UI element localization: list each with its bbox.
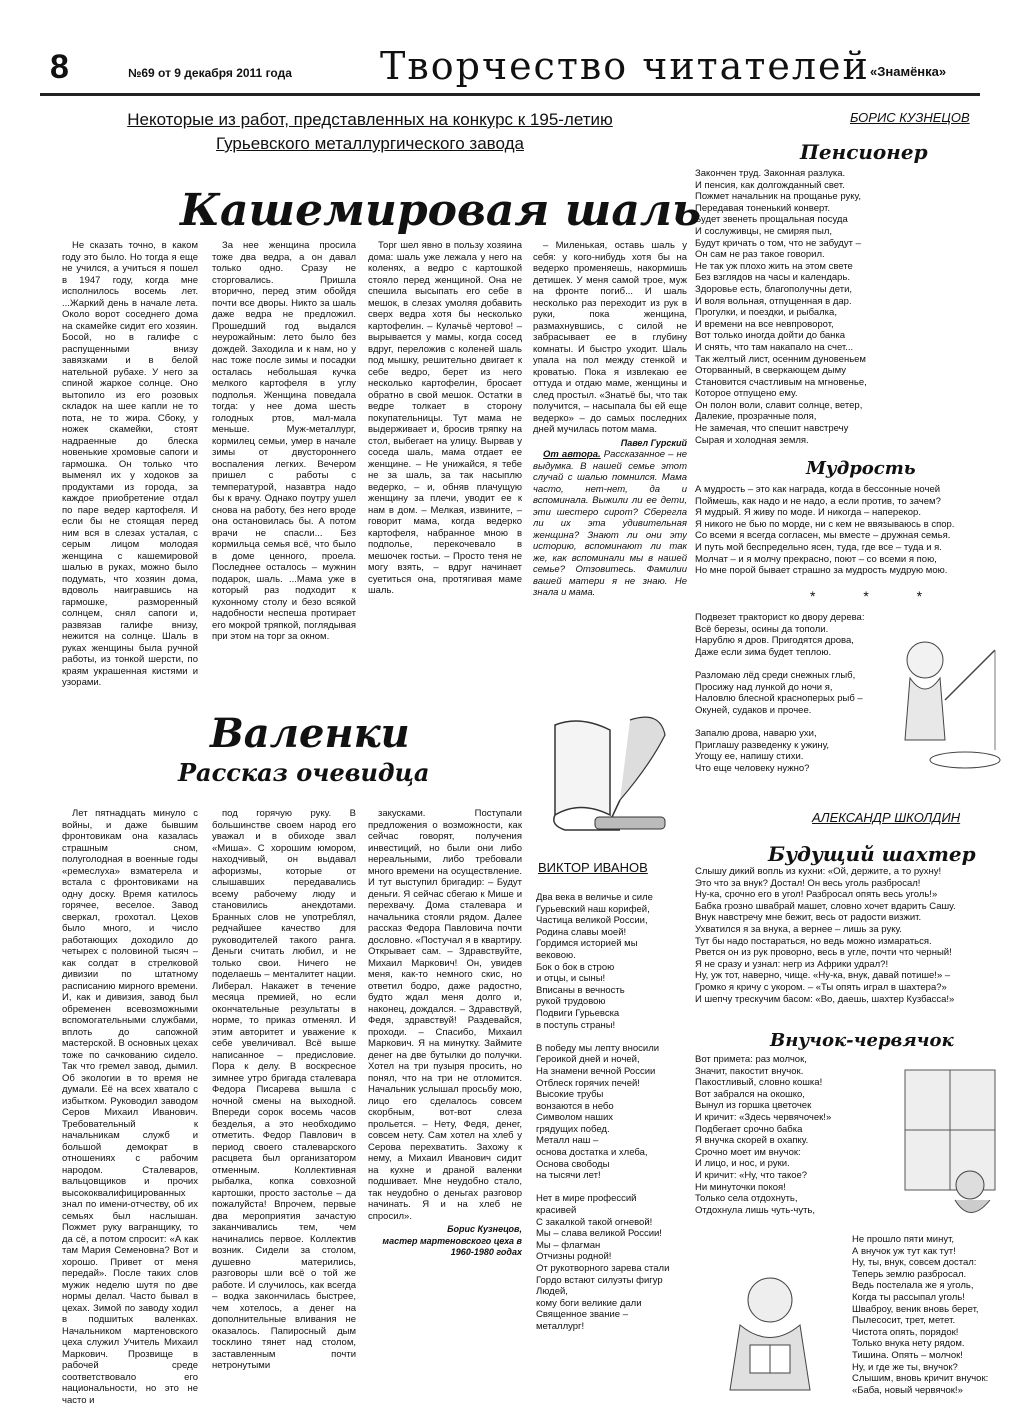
story2-title: Валенки bbox=[210, 710, 410, 757]
poem-wisdom-title: Мудрость bbox=[806, 458, 916, 479]
story2-column-1: Лет пятнадцать минуло с войны, и даже бывшим фронтовикам она казалась страшным сном, полуголодная в военные годы «ремеслуха» взматерела и встала с фронтовиками на одну доску. Время катилось горячее, веселое. Завод сверкал, грохотал. Цехов было много, и число работающих доходило до четырех с половиной тысяч – как солдат в стрелковой дивизии по штатному расписанию мирного времени. И, как и дивизия, завод был обременен всевозможными вспомогательными службами, вплоть до сапожной мастерской. В основных цехах тоже по сачкованию сидело. Так что гремел завод, дымил. Об экологии в то время не думали. Её на всех хватало с избытком. Руководил заводом Серов Михаил Иванович. Требовательный к начальникам служб и большой демократ в отношениях с рабочим народом. Сталеваров, вальцовщиков и прочих высококвалифицированных знал по имени-отчеству, об их семьях был наслышан. Пожмет руку вагранщику, то да сё, а потом спросит: «А как там Мария Семеновна? Вот и хорошо. Привет от меня передай». После таких слов мужик неделю шутя по две нормы делал. Часто бывал в цехах. Зимой по заводу ходил в подшитых валенках. Начальником мартеновского цеха служил Учитель Михаил Маркович. Прозвище в рабочей среде соответствовало его национальности, но это не часто и bbox=[62, 808, 198, 1406]
poem-separator: * * * bbox=[810, 588, 945, 604]
issue-info: №69 от 9 декабря 2011 года bbox=[128, 66, 292, 80]
poem-ivanov: Два века в величье и силе Гурьевский наш корифей, Частица великой России, Родина славы моей! Гордимся историей мы вековою. Бок о бок в строю и отцы, и сыны! Вписаны в вечность рукой трудовою Подвиги Гурьевска в поступь страны! В победу мы лепту вносили Героикой дней и ночей, На знамени вечной России Отблеск горячих печей! Высокие трубы вонзаются в небо Символом наших грядущих побед. Металл наш – основа достатка и хлеба, Основа свободы на тысячи лет! Нет в мире профессий красивей С закалкой такой огневой! Мы – слава великой России! Мы – флагман Отчизны родной! От рукотворного зарева стали Гордо встают силуэты фигур Людей, кому боги великие дали Священное звание – металлург! bbox=[536, 892, 670, 1332]
poem-future-miner: Слышу дикий вопль из кухни: «Ой, держите, а то рухну! Это что за внук? Достал! Он весь уголь разбросал! Ну-ка, срочно его в угол! Разбросал опять весь уголь!» Бабка грозно швабрай машет, словно хочет вдарить Сашу. Внук навстречу мне бежит, весь от радости визжит. Ухватился я за внука, а вернее – лишь за руку. Тут бы надо постараться, но ведь можно измараться. Рвется он из рук проворно, весь в угле, почти что черный! Я не сразу и узнал: негр из Африки удрал?! Ну, уж тот, наверно, чище. «Ну-ка, внук, давай потише!» – Громко я кричу с укором. – «Ты опять играл в шахтера?» И шепчу трескучим басом: «Во, даешь, шахтер Кузбасса!» bbox=[695, 866, 956, 1005]
newspaper-name: «Знамёнка» bbox=[870, 64, 947, 79]
story2-signature-desc: мастер мартеновского цеха в 1960-1980 годах bbox=[382, 1235, 522, 1257]
story1-column-3: Торг шел явно в пользу хозяина дома: шаль уже лежала у него на коленях, а ведро с картошкой стояло перед женщиной. Она не спешила высыпать его себе в мешок, в слезах умоляя добавить сверх ведра хотя бы несколько картофелин. – Кулачьё чертово! – вырывается у мамы, когда сосед вдруг, переложив с коленей шаль под мышку, решительно двигает к себе ведро, берет из него несколько картофелин, бросает обратно в свой мешок. Остатки в ведре толкает в сторону покупательницы. Тут мама не выдерживает и, бросив тряпку на стол, выбегает на улицу. Вырвав у соседа шаль, мама отдает ее женщине. – Не унижайся, я тебе не за шаль, за так насыплю ведерко, – и, обняв плачущую женщину за плечи, уводит ее к нам в дом. – Мелкая, извините, – говорит мама, когда ведерко картофеля, набранное мною в подполье, перекочевало в мешочек гостьи. – Просто теня не могу взять, – вдруг начинает суетиться она, протягивая маме шаль. bbox=[368, 240, 522, 596]
old-man-fishing-illustration bbox=[885, 630, 1005, 780]
story1-column-2: За нее женщина просила тоже два ведра, а он давал только одно. Сразу не сторговались. Пришла вторично, перед этим обойдя почти все дворы. Никто за шаль даже ведра не предложил. Прошедший год выдался неурожайным: лето было без дождей. Заходила и к нам, но у нас тоже после зимы и посадки осталась небольшая кучка мелкого картофеля в углу подполья. Женщина поведала тогда: у нее дома шесть голодных ртов, мал-мала меньше. Муж-металлург, кормилец семьи, умер в начале зимы от двустороннего воспаления легких. Вечером пришел с работы с температурой, назавтра надо бы к врачу. Однако поутру ушел снова на работу, без него вроде она остановилась бы. А потом врачи не спасли... Без кормильца семья всё, что было в доме ценного, проела. Последнее осталось – мужнин подарок, шаль. ...Мама уже в который раз подходит к кухонному столу и безо всякой надобности неспеша протирает его мокрой тряпкой, поглядывая при этом на торг за окном. bbox=[212, 240, 356, 642]
poem-grandson-end: Не прошло пяти минут, А внучок уж тут как тут! Ну, ты, внук, совсем достал: Теперь землю разбросал. Ведь постелала же я уголь, Когда ты рассыпал уголь! Шваброу, веник вновь берет, Пылесосит, трет, метет. Чистота опять, порядок! Только внука нету рядом. Тишина. Опять – молчок! Ну, и где же ты, внучок? Слышим, вновь кричит внучок: «Баба, новый червячок!» bbox=[852, 1234, 989, 1396]
child-at-window-illustration bbox=[895, 1060, 1005, 1230]
scroll-quill-illustration bbox=[540, 705, 680, 845]
author-shkoldin: АЛЕКСАНДР ШКОЛДИН bbox=[812, 810, 961, 825]
section-title: Творчество читателей bbox=[380, 44, 870, 88]
story1-title: Кашемировая шаль bbox=[180, 185, 702, 236]
author-ivanov: ВИКТОР ИВАНОВ bbox=[538, 860, 648, 875]
contest-heading: Некоторые из работ, представленных на конкурс к 195-летию Гурьевского металлургического завода bbox=[127, 110, 613, 153]
story2-subtitle: Рассказ очевидца bbox=[178, 758, 430, 787]
story2-column-2: под горячую руку. В большинстве своем народ его уважал и в обиходе звал «Миша». С хорошим юмором, находчивый, он выдавал афоризмы, которые от слышавших передавались всему рабочему люду и становились анекдотами. Бранных слов не употреблял, редчайшее качество для руководителей такого ранга. Деньги считать любил, и не только свои. Ничего не поделаешь – менталитет нации. Либерал. Накажет в течение месяца премией, но если окончательные результаты в норме, то приказ отменял. И этим авторитет и уважение к себе увеличивал. Всё выше написанное – предисловие. Пора к делу. В воскресное зимнее утро бригада сталевара Федора Писарева вышла с ночной смены на выходной. Впереди сорок восемь часов безделья, а это необходимо отметить. Федор Павлович в период своего сталеварского расцвета был организатором отменным. Коллективная рыбалка, копка совхозной картошки, просто застолье – да пожалуйста! Впрочем, первые два мероприятия зачастую заканчивались тем, чем начинались первое. Коллектив возник. Сидели за столом, душевно матерились, разговоры шли всё о той же работе. И случилось, как всегда – водка закончилась быстрее, чем хотелось, а денег на дополнительные вливания не оказалось. Папиросный дым тосклино тянет над столом, заставленным почти нетронутыми bbox=[212, 808, 356, 1371]
author-boris: БОРИС КУЗНЕЦОВ bbox=[850, 110, 970, 125]
story1-signature: Павел Гурский bbox=[620, 437, 687, 448]
poem-wisdom: А мудрость – это как награда, когда в бессонные ночей Поймешь, как надо и не надо, а если против, то зачем? Я мудрый. Я живу по моде. И никогда – наперекор. Я никого не бью по морде, ни с кем не ввязываюсь в спор. Со всеми я всегда согласен, мы вместе – дружная семья. И путь мой беспредельно ясен, туда, где все – туда и я. Молчат – и я молчу прекрасно, поют – со всеми я пою, Но мне порой бывает страшно за мудрость мудрую мою. bbox=[695, 484, 955, 577]
poem-future-miner-title: Будущий шахтер bbox=[768, 842, 976, 866]
child-reading-illustration bbox=[700, 1250, 845, 1410]
poem-pensioner-title: Пенсионер bbox=[800, 140, 928, 164]
page-number: 8 bbox=[50, 48, 69, 86]
poem-grandson-title: Внучок-червячок bbox=[770, 1030, 954, 1051]
story1-column-4: – Миленькая, оставь шаль у себя: у кого-нибудь хотя бы на ведерко променяешь, накормишь детишек. У меня самой трое, муж на фронте погиб... И шаль несколько раз переходит из рук в руки, пока женщина, размахнувшись, с силой не забрасывает ее в глубину комнаты. И быстро уходит. Шаль упала на пол между стенкой и кроватью. Пока я извлекаю ее оттуда и отдаю маме, женщины и след простыл. «Знатьё бы, что так получится, – насыпала бы ей еще ведерко» – до самых последних дней мучилась потом мама. Павел Гурский От автора. Рассказанное – не выдумка. В нашей семье этот случай с шалью помнился. Мама часто, нет-нет, да и вспоминала. Выжили ли ее дети, эти шестеро сирот? Сберегла ли их эта удивительная женщина? Знают ли они эту историю, вспоминают ли так же, как вспоминали мы в нашей семье? Отзовитесь. Фамилии вашей матери я не знаю. Не знала и мама. bbox=[533, 240, 687, 598]
story2-column-3: закусками. Поступали предложения о возможности, как сейчас говорят, получения инвестиций, но были они либо нереальными, либо требовали много времени на осуществление. И тут выступил бригадир: – Будут деньги. Я сейчас сбегаю к Мише и перехвачу. Дома сталевара и начальника стояли рядом. Далее рассказ Федора Павловича почти дословно. «Постучал я в квартиру. Открывает сам. – Здравствуйте, Михаил Маркович! Он, увидев меня, как-то немного скис, но ответил бодро, даже радостно, будто ждал меня долго и, наконец, дождался. – Здравствуй, Федя, здравствуй! Раздевайся, проходи. – Спасибо, Михаил Маркович. Я на минутку. Займите денег на две бутылки до получки. Хотел на три пузыря просить, но понял, что на три не отломится. Начальник услышал просьбу мою, лицо его сделалось совсем скорбным, вот-вот слеза прольется. – Нету, Федя, денег, совсем нету. Сам хотел на хлеб у Серова перехватить. Захожу к нему, а Михаил Иванович сидит на кухне и драной валенки подшивает. Мне неудобно стало, так неудобно о деньгах разговор начинать. Я и на хлеб не спросил». Борис Кузнецов, мастер мартеновского цеха в 1960-1980 годах bbox=[368, 808, 522, 1257]
poem-grandson: Вот примета: раз молчок, Значит, пакостит внучок. Пакостливый, словно кошка! Вот забрался на окошко, Вынул из горшка цветочек И кричит: «Здесь червячочек!» Подбегает срочно бабка Я внучка скорей в охапку. Срочно моет им внучок: И лицо, и нос, и руки. И кричит: «Ну, что такое? Ни минуточки покоя! Только села отдохнуть, Отдохнула лишь чуть-чуть, bbox=[695, 1054, 832, 1216]
poem-pensioner: Закончен труд. Законная разлука. И пенсия, как долгожданный свет. Пожмет начальник на прощанье руку, Передавая тоненький конверт. Будет звенеть прощальная посуда И сослуживцы, не смиряя пыл, Будут кричать о том, что не забудут – Он сам не раз такое говорил. Не так уж плохо жить на этом свете Без взглядов на часы и календарь. Здоровье есть, благополучны дети, И воля вольная, отпущенная в дар. Прогулки, и поездки, и рыбалка, И времени на все невпроворот, Вот только иногда дойти до банка И снять, что там накапало на счет... Так желтый лист, осенним дуновеньем Оторванный, в сверкающем дыму Становится счастливым на мгновенье, Которое отпущено ему. Он полон воли, славит солнце, ветер, Далекие, прозрачные поля, Не замечая, что спешит навстречу Сырая и холодная земля. bbox=[695, 168, 867, 446]
from-author-note: От автора. Рассказанное – не выдумка. В нашей семье этот случай с шалью помнился. Мама часто, нет-нет, да и вспоминала. Выжили ли ее дети, эти шестеро сирот? Сберегла ли их эта удивительная женщина? Знают ли они эту историю, вспоминают ли так же, как вспоминали мы в нашей семье? Отзовитесь. Фамилии вашей матери я не знаю. Не знала и мама. bbox=[533, 449, 687, 598]
poem-firewood: Подвезет тракторист ко двору дерева: Всё березы, осины да тополи. Нарублю я дров. Пригодятся дрова, Даже если зима будет теплою. Разломаю лёд среди снежных глыб, Просижу над лункой до ночи я, Наловлю блесной красноперых рыб – Окуней, судаков и прочее. Запалю дрова, наварю ухи, Приглашу разведенку к ужину, Угощу ее, напишу стихи. Что еще человеку нужно? bbox=[695, 612, 865, 774]
story1-column-1: Не сказать точно, в каком году это было. Но тогда я еще не учился, а учиться я пошел в 1947 году, когда мне исполнилось восемь лет. ...Жаркий день в начале лета. Около ворот соседнего дома на скамейке сидит его хозяин. Босой, но в галифе с распущенными внизу завязками и в белой нательной рубахе. У него за спиной жаркое солнце. Оно вытопило из его розовых складок на шее капли не то пота, не то жира. Сбоку, у ножек скамейки, стоят надраенные до блеска новенькие хромовые сапоги и гармошка. Он только что выменял их у ходоков за продуктами из города, за каждое приобретение отдал по паре ведер картофеля. И если бы не стоящая перед ним вся в слезах усталая, с серым лицом молодая женщина с кашемировой шалью в руках, можно было подумать, что хозяин дома, вдоволь наигравшись на гармошке, разморенный солнцем, снял сапоги и, развязав галифе внизу, нежится на солнце. Шаль в руках женщины была ручной работы, из тонкой шерсти, по краям украшенная кистями и узорами. bbox=[62, 240, 198, 688]
story2-signature-name: Борис Кузнецов, bbox=[447, 1224, 522, 1234]
